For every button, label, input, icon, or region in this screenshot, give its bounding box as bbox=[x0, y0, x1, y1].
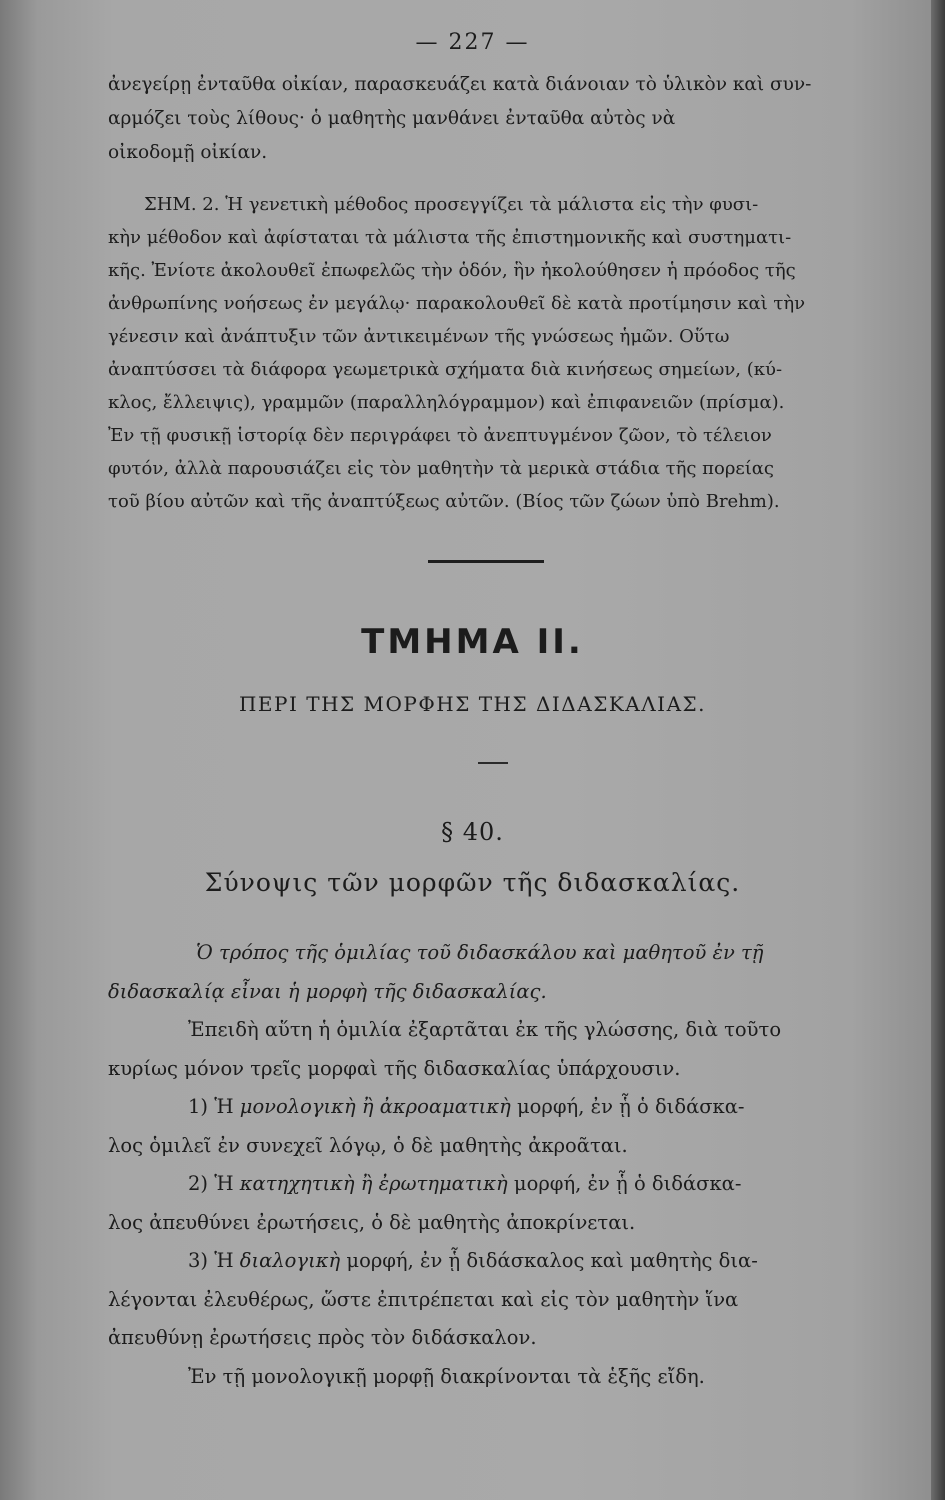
note-paragraph bbox=[108, 188, 880, 518]
text-line: γένεσιν καὶ ἀνάπτυξιν τῶν ἀντικειμένων τῆς γνώσεως ἡμῶν. Οὕτω bbox=[108, 326, 730, 347]
form-term: διαλογικὴ bbox=[239, 1249, 341, 1272]
text-line: Ἐν τῇ μονολογικῇ μορφῇ διακρίνονται τὰ ἑξῆς εἴδη. bbox=[188, 1364, 705, 1388]
text-line: Ἐπειδὴ αὕτη ἡ ὁμιλία ἐξαρτᾶται ἐκ τῆς γλώσσης, διὰ τοῦτο bbox=[188, 1018, 782, 1041]
text-line: οἰκοδομῇ οἰκίαν. bbox=[108, 142, 268, 163]
text-line: αρμόζει τοὺς λίθους· ὁ μαθητὴς μανθάνει ἐνταῦθα αὐτὸς νὰ bbox=[108, 108, 676, 129]
text-line: ἀναπτύσσει τὰ διάφορα γεωμετρικὰ σχήματα διὰ κινήσεως σημείων, (κύ- bbox=[108, 359, 783, 380]
page-edge-shadow bbox=[931, 0, 945, 1500]
text-line: φυτόν, ἀλλὰ παρουσιάζει εἰς τὸν μαθητὴν τὰ μερικὰ στάδια τῆς πορείας bbox=[108, 458, 775, 479]
text-line: διδασκαλίᾳ εἶναι ἡ μορφὴ τῆς διδασκαλίας. bbox=[108, 979, 547, 1003]
text-line: λέγονται ἐλευθέρως, ὥστε ἐπιτρέπεται καὶ εἰς τὸν μαθητὴν ἵνα bbox=[108, 1287, 739, 1311]
text-line: ἀπευθύνῃ ἐρωτήσεις πρὸς τὸν διδάσκαλον. bbox=[108, 1326, 537, 1349]
section-divider bbox=[428, 560, 544, 563]
list-item bbox=[108, 1088, 880, 1127]
text-line: λος ὁμιλεῖ ἐν συνεχεῖ λόγῳ, ὁ δὲ μαθητὴς ἀκροᾶται. bbox=[108, 1133, 628, 1157]
form-term: μονολογικὴ ἢ ἀκροαματικὴ bbox=[239, 1095, 511, 1118]
text-line: Ἐν τῇ φυσικῇ ἱστορίᾳ δὲν περιγράφει τὸ ἀνεπτυγμένον ζῶον, τὸ τέλειον bbox=[108, 425, 772, 446]
text-run: μορφή, ἐν ᾗ ὁ διδάσκα- bbox=[510, 1095, 745, 1118]
section-heading: ΤΜΗΜΑ ΙΙ. bbox=[361, 622, 584, 662]
form-term: κατηχητικὴ ἢ ἐρωτηματικὴ bbox=[239, 1172, 508, 1195]
short-divider bbox=[478, 762, 508, 764]
text-line: κῆς. Ἐνίοτε ἀκολουθεῖ ἐπωφελῶς τὴν ὁδόν, ἣν ἠκολούθησεν ἡ πρόοδος τῆς bbox=[108, 260, 796, 281]
paragraph-heading: Σύνοψις τῶν μορφῶν τῆς διδασκαλίας. bbox=[204, 868, 741, 897]
list-item bbox=[108, 1242, 880, 1281]
page-number: — 227 — bbox=[415, 30, 530, 55]
list-marker: 2) Ἡ bbox=[188, 1172, 240, 1195]
text-line: κὴν μέθοδον καὶ ἀφίσταται τὰ μάλιστα τῆς ἐπιστημονικῆς καὶ συστηματι- bbox=[108, 227, 792, 248]
section-subheading: ΠΕΡΙ ΤΗΣ ΜΟΡΦΗΣ ΤΗΣ ΔΙΔΑΣΚΑΛΙΑΣ. bbox=[238, 692, 707, 716]
text-line: κλος, ἔλλειψις), γραμμῶν (παραλληλόγραμμον) καὶ ἐπιφανειῶν (πρίσμα). bbox=[108, 392, 785, 413]
list-item bbox=[108, 1165, 880, 1204]
text-line: λος ἀπευθύνει ἐρωτήσεις, ὁ δὲ μαθητὴς ἀποκρίνεται. bbox=[108, 1210, 636, 1234]
text-run: μορφή, ἐν ᾗ διδάσκαλος καὶ μαθητὴς δια- bbox=[340, 1249, 758, 1272]
text-line: ΣΗΜ. 2. Ἡ γενετικὴ μέθοδος προσεγγίζει τὰ μάλιστα εἰς τὴν φυσι- bbox=[144, 194, 759, 215]
list-marker: 3) Ἡ bbox=[188, 1249, 240, 1272]
text-line: ἀνεγείρῃ ἐνταῦθα οἰκίαν, παρασκευάζει κατὰ διάνοιαν τὸ ὑλικὸν καὶ συν- bbox=[108, 74, 812, 95]
text-line: ἀνθρωπίνης νοήσεως ἐν μεγάλῳ· παρακολουθεῖ δὲ κατὰ προτίμησιν καὶ τὴν bbox=[108, 293, 806, 314]
text-run: μορφή, ἐν ᾗ ὁ διδάσκα- bbox=[507, 1172, 742, 1195]
text-line: Ὁ τρόπος τῆς ὁμιλίας τοῦ διδασκάλου καὶ μαθητοῦ ἐν τῇ bbox=[196, 941, 764, 964]
paragraph-number: § 40. bbox=[441, 818, 504, 846]
text-line: κυρίως μόνον τρεῖς μορφαὶ τῆς διδασκαλίας ὑπάρχουσιν. bbox=[108, 1056, 681, 1080]
main-text bbox=[108, 934, 880, 1396]
text-line: τοῦ βίου αὐτῶν καὶ τῆς ἀναπτύξεως αὐτῶν. (Βίος τῶν ζώων ὑπὸ Brehm). bbox=[108, 491, 780, 512]
carryover-paragraph bbox=[108, 68, 880, 170]
list-marker: 1) Ἡ bbox=[188, 1095, 240, 1118]
